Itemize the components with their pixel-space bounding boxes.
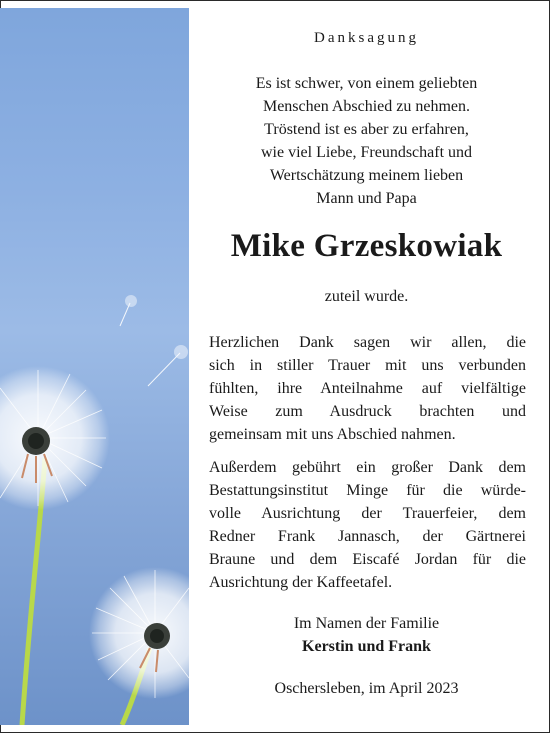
paragraph-line: Außerdem gebührt ein großer Dank dem bbox=[209, 459, 526, 476]
after-name-text: zuteil wurde. bbox=[324, 288, 409, 305]
heading: Danksagung bbox=[314, 30, 419, 46]
intro-line: Wertschätzung meinem lieben bbox=[269, 167, 464, 184]
intro-line: Tröstend ist es aber zu erfahren, bbox=[264, 121, 469, 138]
paragraph-line: Weise zum Ausdruck brachten und bbox=[209, 403, 526, 420]
acknowledgement-paragraph bbox=[209, 456, 526, 594]
intro-line: wie viel Liebe, Freundschaft und bbox=[260, 144, 473, 161]
paragraph-line: gemeinsam mit uns Abschied nahmen. bbox=[209, 426, 456, 443]
seedhead-lower bbox=[89, 567, 189, 699]
intro-text bbox=[189, 72, 544, 210]
paragraph-line: sich in stiller Trauer mit uns verbunden bbox=[209, 357, 526, 374]
dandelion-image bbox=[0, 8, 189, 725]
dandelion-illustration bbox=[0, 8, 189, 725]
paragraph-line: Bestattungsinstitut Minge für die würde- bbox=[209, 482, 526, 499]
paragraph-line: volle Ausrichtung der Trauerfeier, dem bbox=[209, 505, 526, 522]
place-date: Oschersleben, im April 2023 bbox=[274, 680, 459, 697]
closing-block bbox=[189, 612, 544, 658]
intro-line: Menschen Abschied zu nehmen. bbox=[262, 98, 471, 115]
intro-line: Es ist schwer, von einem geliebten bbox=[255, 75, 478, 92]
thanks-paragraph bbox=[209, 331, 526, 446]
closing-text: Im Namen der Familie bbox=[293, 615, 440, 632]
deceased-name: Mike Grzeskowiak bbox=[230, 228, 503, 264]
signers: Kerstin und Frank bbox=[302, 638, 431, 655]
paragraph-line: Herzlichen Dank sagen wir allen, die bbox=[209, 334, 526, 351]
paragraph-line: Redner Frank Jannasch, der Gärtnerei bbox=[209, 528, 526, 545]
paragraph-line: Braune und dem Eiscafé Jordan für die bbox=[209, 551, 526, 568]
notice-text bbox=[189, 8, 544, 725]
seedhead-upper bbox=[0, 366, 110, 510]
paragraph-line: fühlten, ihre Anteilnahme auf vielfältige bbox=[209, 380, 526, 397]
intro-line: Mann und Papa bbox=[316, 190, 417, 207]
flying-seed bbox=[148, 345, 188, 386]
paragraph-line: Ausrichtung der Kaffeetafel. bbox=[209, 574, 393, 591]
flying-seed bbox=[120, 295, 137, 326]
